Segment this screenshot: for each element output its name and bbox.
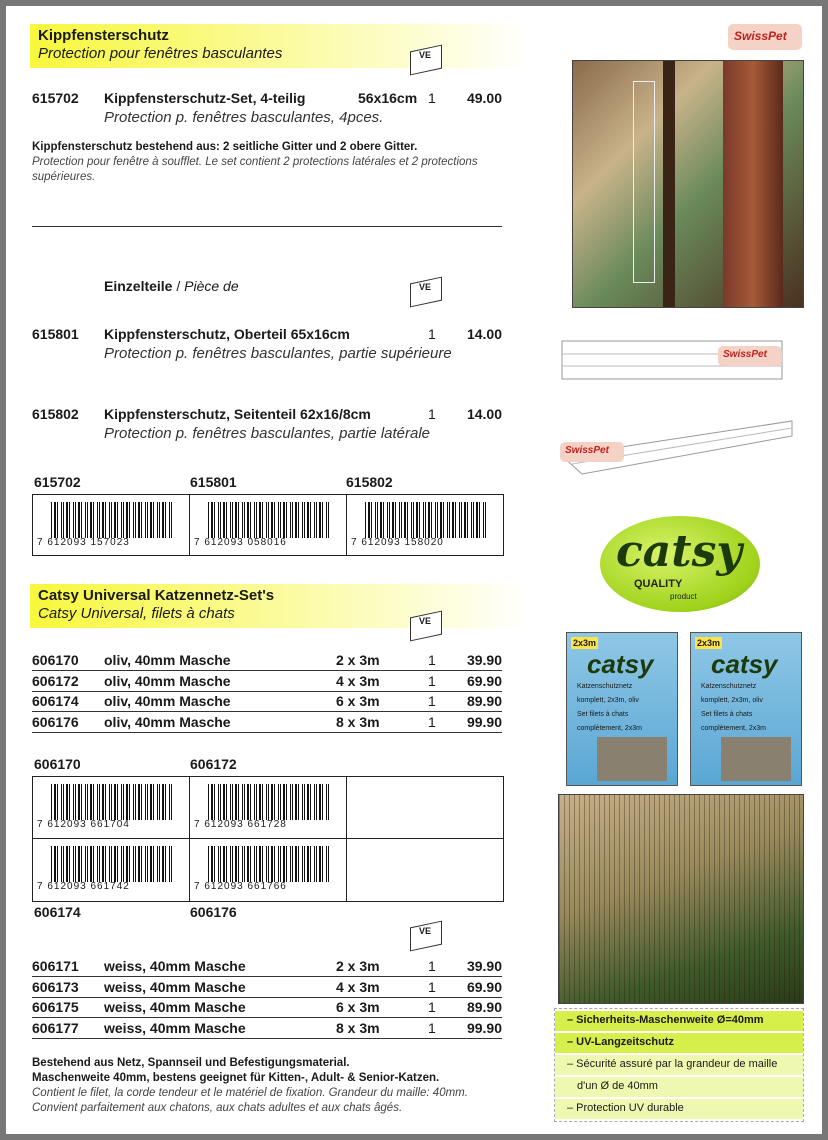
- product-code: 606175: [32, 999, 79, 1015]
- catsy-logo: catsy QUALITY product: [600, 516, 760, 612]
- row-divider: [32, 1038, 502, 1039]
- catalog-page: [6, 6, 822, 1134]
- product-qty: 1: [428, 958, 436, 974]
- product-price: 14.00: [466, 406, 502, 422]
- product-code: 615802: [32, 406, 79, 422]
- feature-item: d'un Ø de 40mm: [555, 1077, 803, 1097]
- section-subtitle: Protection pour fenêtres basculantes: [38, 45, 283, 62]
- product-code: 606173: [32, 978, 79, 995]
- feature-item: – Sécurité assuré par la grandeur de maille: [555, 1055, 803, 1075]
- product-note: Kippfensterschutz bestehend aus: 2 seitliche Gitter und 2 obere Gitter. Protection pour fenêtre à soufflet. Le set contient 2 protections latérales et 2 protections supérieures.: [32, 141, 478, 183]
- product-size: 8 x 3m: [336, 1019, 380, 1036]
- barcode-cell: 7 612093 661766: [190, 839, 347, 901]
- catsy-package: 2x3m catsy Katzenschutznetz komplett, 2x3m, oliv Set filets à chats complètement, 2x3m: [690, 632, 802, 786]
- row-divider: [32, 670, 502, 671]
- balcony-net-photo: [558, 794, 804, 1004]
- barcode-cell: 7 612093 058016: [190, 495, 347, 555]
- barcode-cell: 7 612093 661704: [33, 777, 190, 838]
- product-code: 606171: [32, 958, 79, 974]
- product-code: 606177: [32, 1019, 79, 1036]
- barcode-label: 606174: [34, 904, 81, 920]
- product-price: 14.00: [466, 326, 502, 342]
- product-name: weiss, 40mm Masche: [104, 978, 246, 995]
- product-qty: 1: [428, 406, 436, 422]
- product-name: oliv, 40mm Masche: [104, 652, 231, 668]
- barcode-label: 606176: [190, 904, 237, 920]
- product-name: weiss, 40mm Masche: [104, 958, 246, 974]
- row-divider: [32, 691, 502, 692]
- product-row: [32, 979, 502, 999]
- product-qty: 1: [428, 652, 436, 668]
- product-qty: 1: [428, 90, 436, 106]
- row-divider: [32, 732, 502, 733]
- divider: [32, 226, 502, 227]
- barcode-table: [32, 494, 504, 556]
- product-price: 89.90: [466, 693, 502, 709]
- row-divider: [32, 711, 502, 712]
- product-row: [32, 958, 502, 978]
- product-name: Kippfensterschutz, Seitenteil 62x16/8cm: [104, 406, 371, 422]
- product-row: [32, 714, 502, 734]
- section-subtitle: Catsy Universal, filets à chats: [38, 605, 235, 622]
- product-name: oliv, 40mm Masche: [104, 713, 231, 730]
- ve-box-icon: VE: [410, 920, 442, 950]
- product-name: weiss, 40mm Masche: [104, 1019, 246, 1036]
- product-size: 2 x 3m: [336, 652, 380, 668]
- product-price: 69.90: [466, 672, 502, 689]
- product-name: weiss, 40mm Masche: [104, 999, 246, 1015]
- product-price: 39.90: [466, 652, 502, 668]
- product-qty: 1: [428, 999, 436, 1015]
- window-photo: [572, 60, 804, 308]
- product-row: [32, 693, 502, 713]
- product-size: 2 x 3m: [336, 958, 380, 974]
- product-code: 606176: [32, 713, 79, 730]
- barcode-cell: 7 612093 661728: [190, 777, 347, 838]
- product-name: Kippfensterschutz, Oberteil 65x16cm: [104, 326, 350, 342]
- feature-item: – UV-Langzeitschutz: [555, 1033, 803, 1053]
- product-size: 4 x 3m: [336, 672, 380, 689]
- feature-item: – Sicherheits-Maschenweite Ø=40mm: [555, 1011, 803, 1031]
- feature-list: [554, 1008, 804, 1122]
- swisspet-logo: SwissPet: [560, 442, 624, 462]
- product-code: 606170: [32, 652, 79, 668]
- section-header-kippfenster: [30, 24, 530, 68]
- product-qty: 1: [428, 693, 436, 709]
- product-price: 99.90: [466, 713, 502, 730]
- product-row: [32, 1020, 502, 1040]
- product-qty: 1: [428, 326, 436, 342]
- product-row: [32, 90, 502, 130]
- ve-box-icon: VE: [410, 276, 442, 306]
- product-name: oliv, 40mm Masche: [104, 672, 231, 689]
- spares-heading: Einzelteile / Pièce de: [104, 278, 239, 294]
- swisspet-logo: SwissPet: [718, 346, 782, 366]
- product-size: 56x16cm: [358, 90, 418, 106]
- product-size: 6 x 3m: [336, 999, 380, 1015]
- product-row: [32, 652, 502, 672]
- product-code: 606174: [32, 693, 79, 709]
- product-desc-fr: Protection p. fenêtres basculantes, 4pces.: [104, 109, 384, 126]
- product-qty: 1: [428, 978, 436, 995]
- product-row: [32, 673, 502, 693]
- feature-item: – Protection UV durable: [555, 1099, 803, 1119]
- row-divider: [32, 976, 502, 977]
- barcode-label: 615702: [34, 474, 81, 490]
- product-qty: 1: [428, 672, 436, 689]
- ve-box-icon: VE: [410, 44, 442, 74]
- swisspet-logo: SwissPet: [728, 24, 802, 50]
- product-qty: 1: [428, 713, 436, 730]
- product-price: 39.90: [466, 958, 502, 974]
- row-divider: [32, 1017, 502, 1018]
- catsy-package: 2x3m catsy Katzenschutznetz komplett, 2x3m, oliv Set filets à chats complètement, 2x3m: [566, 632, 678, 786]
- section-title: Catsy Universal Katzennetz-Set's: [38, 587, 275, 604]
- barcode-cell: 7 612093 157023: [33, 495, 190, 555]
- product-name: Kippfensterschutz-Set, 4-teilig: [104, 90, 306, 106]
- product-size: 6 x 3m: [336, 693, 380, 709]
- product-size: 4 x 3m: [336, 978, 380, 995]
- product-desc-fr: Protection p. fenêtres basculantes, partie supérieure: [104, 345, 452, 362]
- ve-box-icon: VE: [410, 610, 442, 640]
- product-price: 99.90: [466, 1019, 502, 1036]
- catsy-note: Bestehend aus Netz, Spannseil und Befestigungsmaterial. Maschenweite 40mm, bestens geeignet für Kitten-, Adult- & Senior-Katzen. Contient le filet, la corde tendeur et le matériel de fixation. Grandeur du maille: 40mm. Convient parfaitement aux chatons, aux chats adultes et aux chats âgés.: [32, 1057, 468, 1114]
- barcode-label: 615802: [346, 474, 393, 490]
- barcode-cell: 7 612093 661742: [33, 839, 190, 901]
- product-qty: 1: [428, 1019, 436, 1036]
- product-desc-fr: Protection p. fenêtres basculantes, partie latérale: [104, 425, 431, 442]
- product-code: 606172: [32, 672, 79, 689]
- product-price: 49.00: [466, 90, 502, 106]
- product-name: oliv, 40mm Masche: [104, 693, 231, 709]
- barcode-cell: 7 612093 158020: [347, 495, 502, 555]
- product-row: [32, 406, 502, 446]
- product-row: [32, 326, 502, 366]
- section-title: Kippfensterschutz: [38, 27, 169, 44]
- product-size: 8 x 3m: [336, 713, 380, 730]
- barcode-label: 606170: [34, 756, 81, 772]
- product-code: 615801: [32, 326, 79, 342]
- row-divider: [32, 997, 502, 998]
- product-price: 89.90: [466, 999, 502, 1015]
- barcode-table: [32, 776, 504, 902]
- barcode-label: 606172: [190, 756, 237, 772]
- product-row: [32, 999, 502, 1019]
- section-header-catsy: [30, 584, 530, 628]
- product-price: 69.90: [466, 978, 502, 995]
- product-code: 615702: [32, 90, 79, 106]
- barcode-label: 615801: [190, 474, 237, 490]
